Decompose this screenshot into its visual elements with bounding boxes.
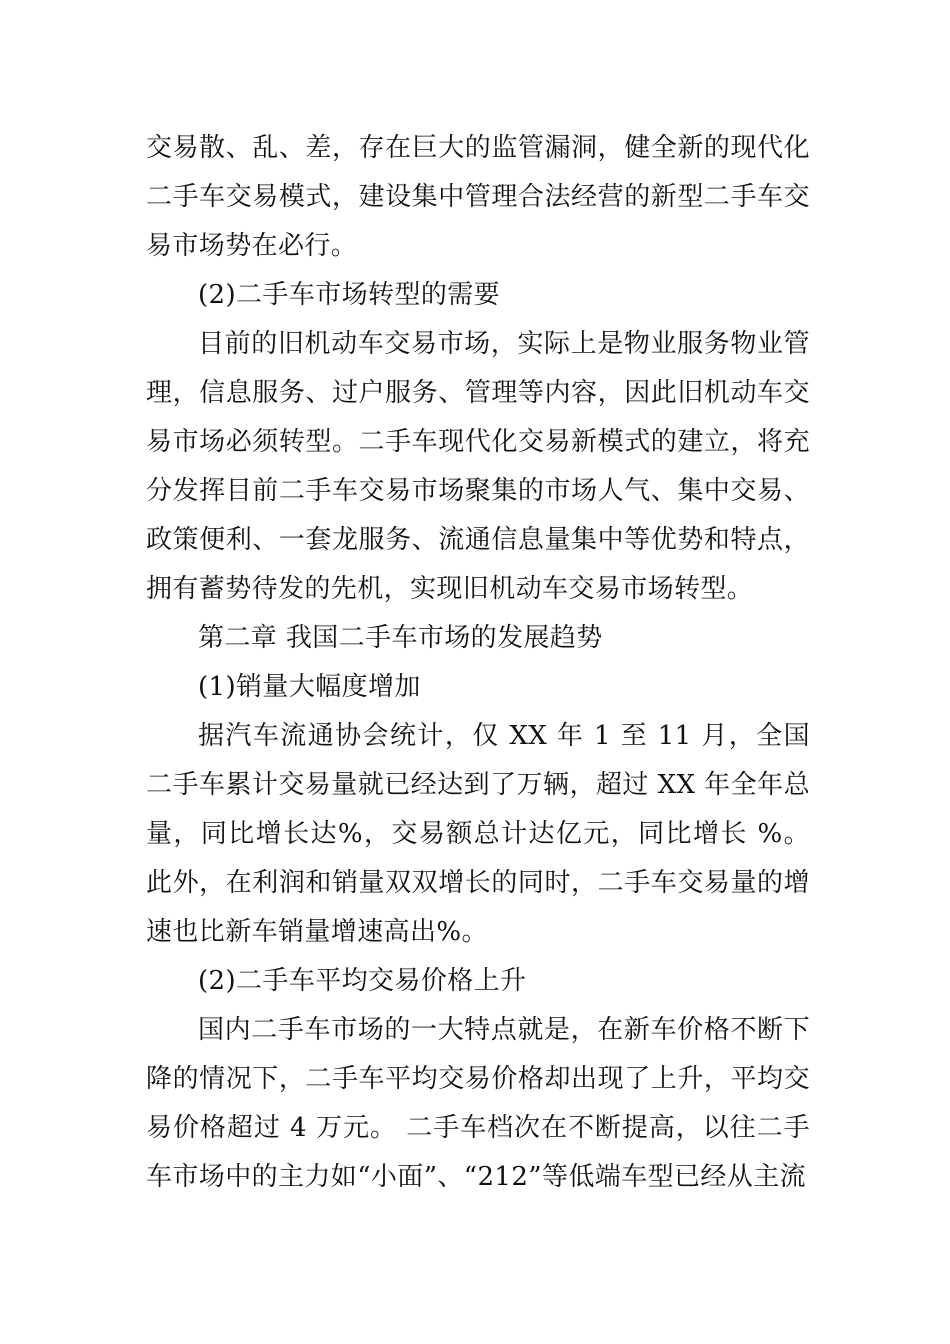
paragraph-2: 目前的旧机动车交易市场，实际上是物业服务物业管理，信息服务、过户服务、管理等内容，因此旧机动车交易市场必须转型。二手车现代化交易新模式的建立，将充分发挥目前二手车交易市场聚集的市场人气、集中交易、政策便利、一套龙服务、流通信息量集中等优势和特点，拥有蓄势待发的先机，实现旧机动车交易市场转型。 — [146, 329, 810, 604]
paragraph-3: 据汽车流通协会统计，仅 XX 年 1 至 11 月，全国二手车累计交易量就已经达到了万辆，超过 XX 年全年总量，同比增长达%，交易额总计达亿元，同比增长 %。此外，在利润和销量双双增长的同时，二手车交易量的增速也比新车销量增速高出%。 — [146, 721, 810, 947]
paragraph-4: 国内二手车市场的一大特点就是，在新车价格不断下降的情况下，二手车平均交易价格却出现了上升，平均交易价格超过 4 万元。 二手车档次在不断提高，以往二手车市场中的主力如“小面”、“212”等低端车型已经从主流 — [146, 1015, 810, 1192]
document-page — [146, 124, 810, 1202]
section-heading-price-rise: (2)二手车平均交易价格上升 — [198, 966, 527, 996]
chapter-heading: 第二章 我国二手车市场的发展趋势 — [198, 623, 603, 653]
section-heading-sales-increase: (1)销量大幅度增加 — [198, 672, 421, 702]
paragraph-1: 交易散、乱、差，存在巨大的监管漏洞，健全新的现代化二手车交易模式，建设集中管理合法经营的新型二手车交易市场势在必行。 — [146, 133, 810, 261]
section-heading-market-transformation: (2)二手车市场转型的需要 — [198, 280, 501, 310]
